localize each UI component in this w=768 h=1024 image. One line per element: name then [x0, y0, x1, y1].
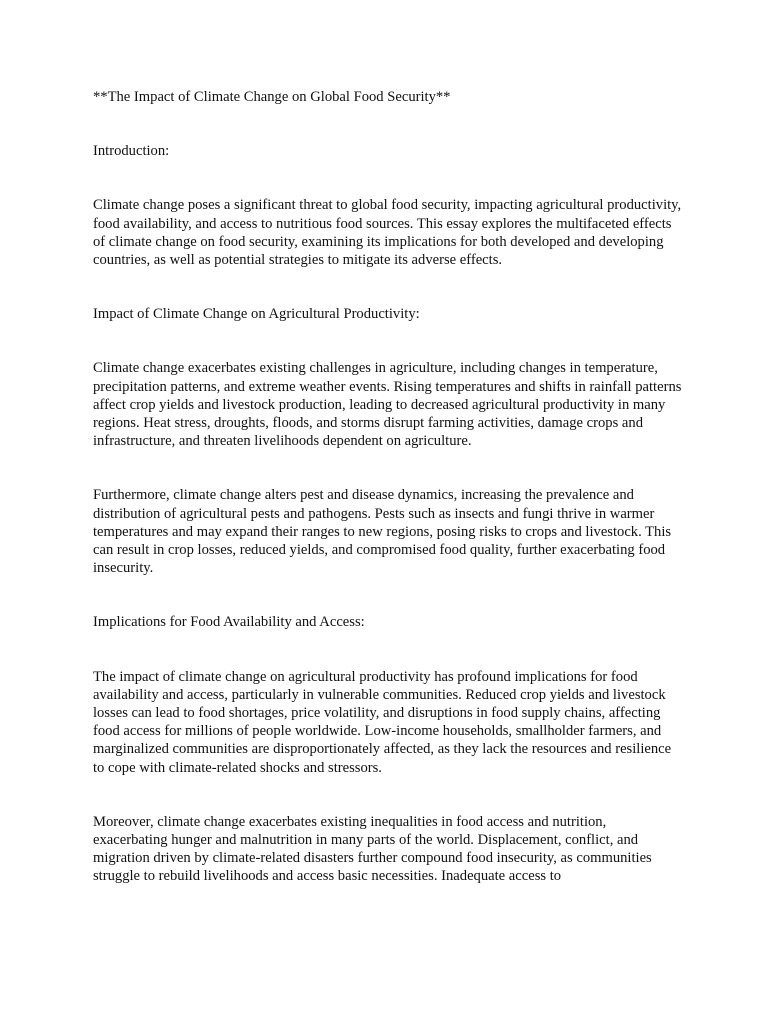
section-heading-agricultural-productivity: Impact of Climate Change on Agricultural Productivity:	[93, 306, 420, 323]
section-heading-food-availability: Implications for Food Availability and Access:	[93, 614, 365, 631]
document-body	[93, 88, 683, 922]
paragraph-food-availability: The impact of climate change on agricultural productivity has profound implications for food availability and access, particularly in vulnerable communities. Reduced crop yields and livestock losses can lead to food shortages, price volatility, and disruptions in food supply chains, affecting food access for millions of people worldwide. Low-income households, smallholder farmers, and marginalized communities are disproportionately affected, as they lack the resources and resilience to cope with climate-related shocks and stressors.	[93, 668, 672, 776]
paragraph-agriculture-challenges: Climate change exacerbates existing challenges in agriculture, including changes in temperature, precipitation patterns, and extreme weather events. Rising temperatures and shifts in rainfall patterns affect crop yields and livestock production, leading to decreased agricultural productivity in many regions. Heat stress, droughts, floods, and storms disrupt farming activities, damage crops and infrastructure, and threaten livelihoods dependent on agriculture.	[93, 360, 682, 450]
intro-paragraph: Climate change poses a significant threat to global food security, impacting agricultural productivity, food availability, and access to nutritious food sources. This essay explores the multifaceted effects of climate change on food security, examining its implications for both developed and developing countries, as well as potential strategies to mitigate its adverse effects.	[93, 197, 682, 269]
paragraph-pest-disease: Furthermore, climate change alters pest and disease dynamics, increasing the prevalence and distribution of agricultural pests and pathogens. Pests such as insects and fungi thrive in warmer temperatures and may expand their ranges to new regions, posing risks to crops and livestock. This can result in crop losses, reduced yields, and compromised food quality, further exacerbating food insecurity.	[93, 487, 672, 577]
paragraph-inequalities: Moreover, climate change exacerbates existing inequalities in food access and nutrition, exacerbating hunger and malnutrition in many parts of the world. Displacement, conflict, and migration driven by climate-related disasters further compound food insecurity, as communities struggle to rebuild livelihoods and access basic necessities. Inadequate access to	[93, 813, 652, 885]
document-title: **The Impact of Climate Change on Global Food Security**	[93, 89, 451, 105]
intro-heading: Introduction:	[93, 143, 170, 160]
